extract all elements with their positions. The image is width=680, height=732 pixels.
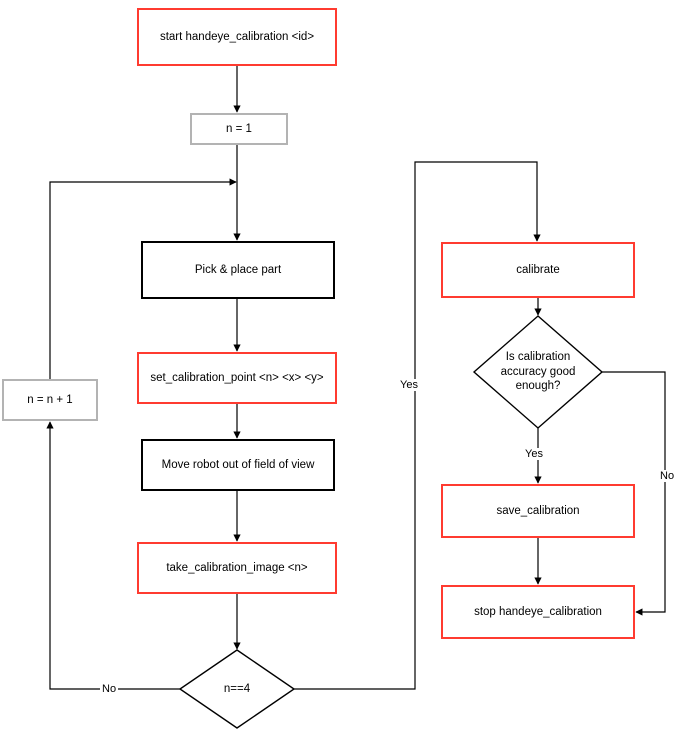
node-increment-label: n = n + 1 (27, 393, 73, 406)
node-save-calibration (441, 484, 635, 538)
node-increment (2, 379, 98, 421)
node-set-calibration-point (137, 352, 337, 404)
node-init (190, 113, 288, 145)
node-pick-place (141, 241, 335, 299)
edge-label-yes-accuracy: Yes (525, 448, 543, 460)
node-calibrate-label: calibrate (516, 263, 560, 276)
edge-label-yes-loop: Yes (400, 379, 418, 391)
node-stop-calibration-label: stop handeye_calibration (474, 605, 602, 618)
edge-label-no-loop: No (102, 683, 117, 695)
node-stop-calibration (441, 585, 635, 639)
node-start-label: start handeye_calibration <id> (159, 30, 315, 43)
decision-accuracy-label: Is calibration accuracy good enough? (500, 351, 576, 393)
node-take-calibration-image-label: take_calibration_image <n> (166, 561, 308, 574)
decision-loop-check-label: n==4 (223, 682, 251, 695)
node-set-calibration-point-label: set_calibration_point <n> <x> <y> (150, 371, 324, 384)
node-calibrate (441, 242, 635, 298)
edge-label-no-accuracy: No (660, 470, 675, 482)
node-take-calibration-image (137, 542, 337, 594)
decision-loop-check (180, 650, 294, 728)
node-pick-place-label: Pick & place part (194, 263, 282, 276)
node-save-calibration-label: save_calibration (496, 504, 580, 517)
decision-accuracy (474, 316, 602, 428)
node-start (137, 8, 337, 66)
node-move-robot (141, 439, 335, 491)
node-init-label: n = 1 (226, 122, 252, 135)
node-move-robot-label: Move robot out of field of view (161, 458, 315, 471)
